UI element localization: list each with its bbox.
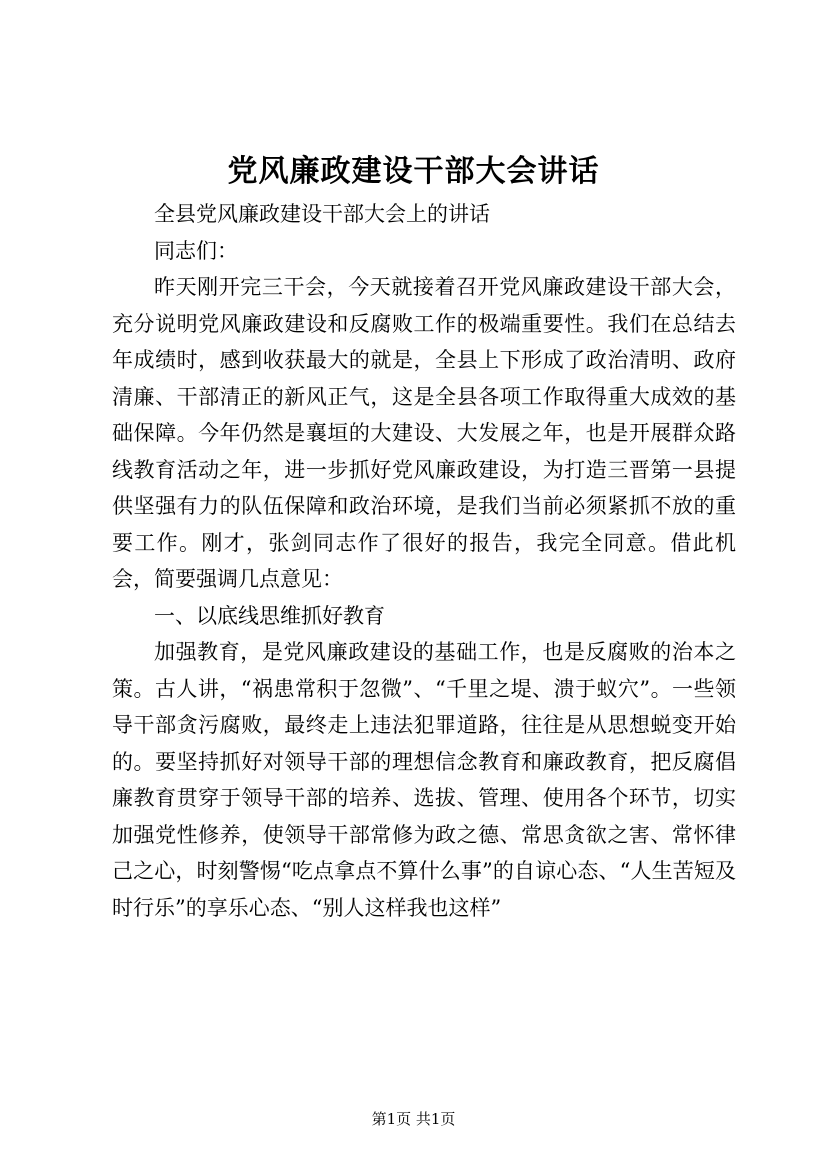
page-number: 第1页 共1页 <box>371 1110 456 1128</box>
paragraph-education: 加强教育，是党风廉政建设的基础工作，也是反腐败的治本之策。古人讲，“祸患常积于忽微”、“千里之堤、溃于蚁穴”。一些领导干部贪污腐败，最终走上违法犯罪道路，往往是从思想蜕变开始的。要坚持抓好对领导干部的理想信念教育和廉政教育，把反腐倡廉教育贯穿于领导干部的培养、选拔、管理、使用各个环节，切实加强党性修养，使领导干部常修为政之德、常思贪欲之害、常怀律己之心，时刻警惕“吃点拿点不算什么事”的自谅心态、“人生苦短及时行乐”的享乐心态、“别人这样我也这样” <box>112 640 736 920</box>
document-title: 党风廉政建设干部大会讲话 <box>227 154 600 189</box>
document-body <box>112 196 736 926</box>
paragraph-intro: 昨天刚开完三干会，今天就接着召开党风廉政建设干部大会，充分说明党风廉政建设和反腐败工作的极端重要性。我们在总结去年成绩时，感到收获最大的就是，全县上下形成了政治清明、政府清廉、干部清正的新风正气，这是全县各项工作取得重大成效的基础保障。今年仍然是襄垣的大建设、大发展之年，也是开展群众路线教育活动之年，进一步抓好党风廉政建设，为打造三晋第一县提供坚强有力的队伍保障和政治环境，是我们当前必须紧抓不放的重要工作。刚才，张剑同志作了很好的报告，我完全同意。借此机会，简要强调几点意见： <box>112 275 736 591</box>
section-heading: 一、以底线思维抓好教育 <box>154 603 385 628</box>
paragraph-subtitle: 全县党风廉政建设干部大会上的讲话 <box>154 202 490 226</box>
paragraph-salutation: 同志们： <box>154 238 238 263</box>
